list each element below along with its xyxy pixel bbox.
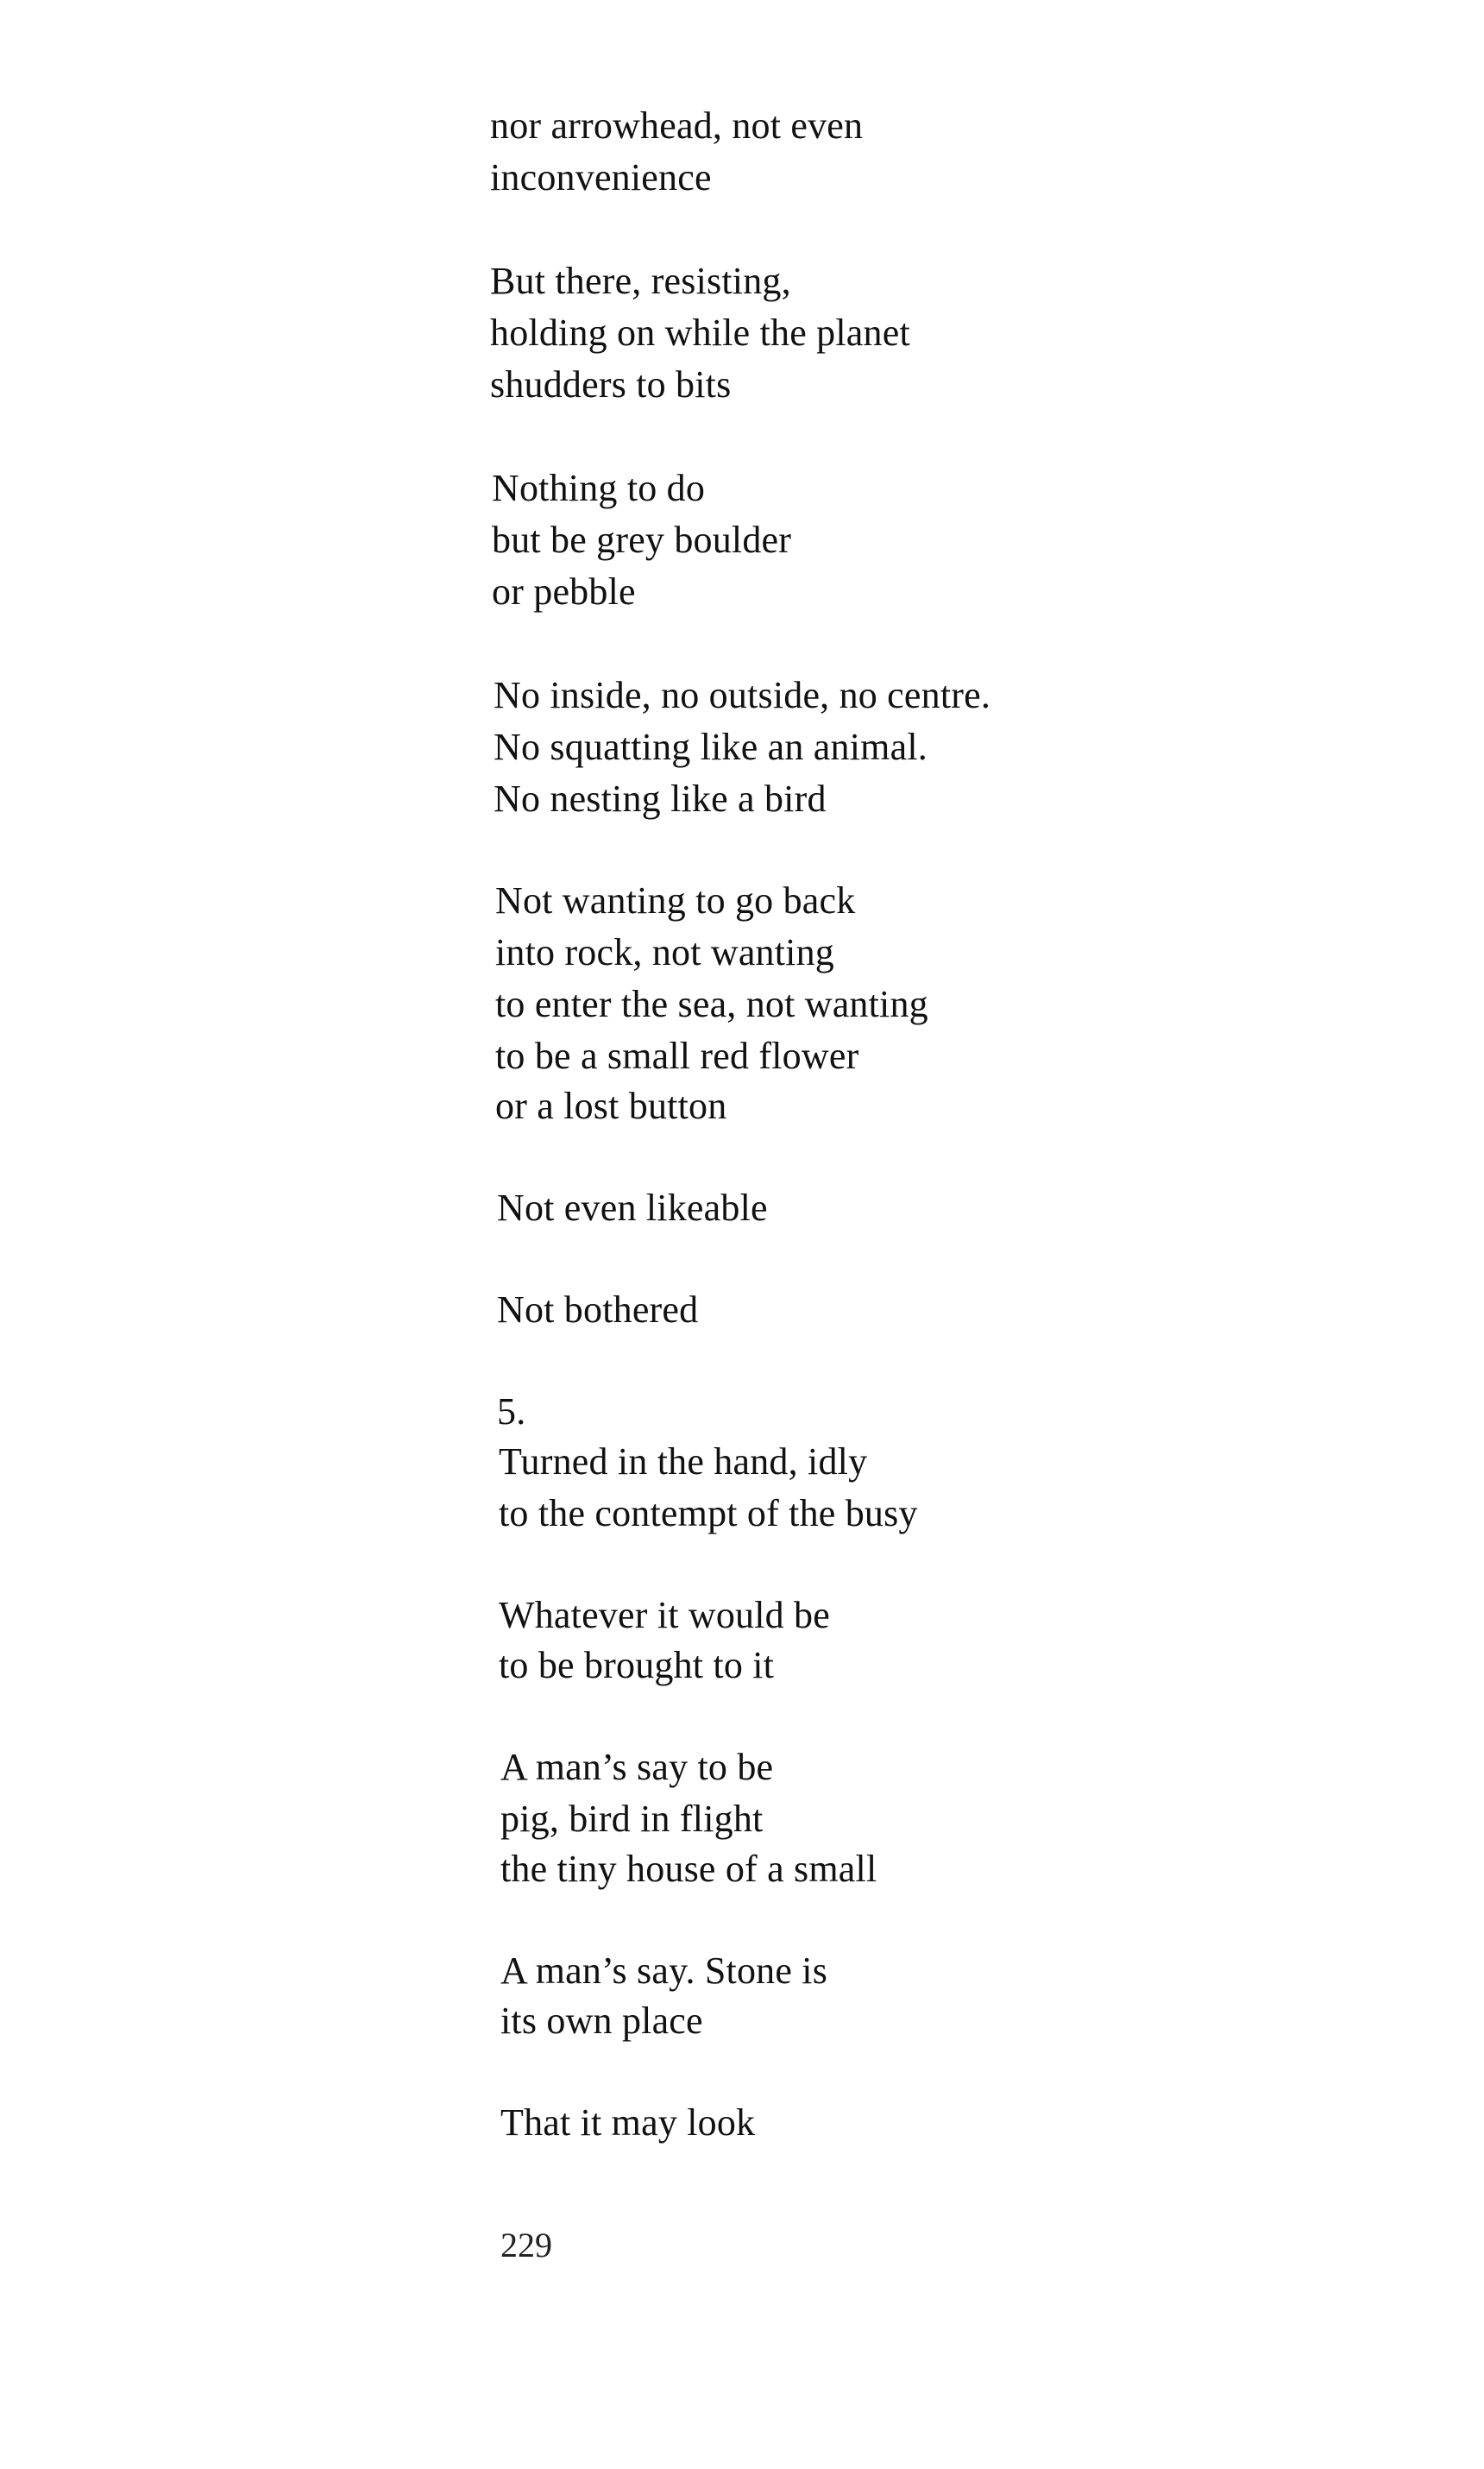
poem-line: A man’s say. Stone is [500, 1949, 828, 1992]
poem-line: or pebble [492, 570, 636, 613]
poem-line: A man’s say to be [500, 1746, 774, 1788]
poem-line: But there, resisting, [490, 260, 791, 302]
poem-line: to the contempt of the busy [499, 1492, 918, 1534]
poem-line: holding on while the planet [490, 312, 910, 354]
poem-line: into rock, not wanting [495, 931, 835, 973]
poem-line: inconvenience [490, 156, 712, 198]
poem-line: Not bothered [497, 1288, 699, 1331]
poem-line: shudders to bits [490, 363, 732, 406]
poem-line: No inside, no outside, no centre. [494, 674, 991, 716]
poem-line: the tiny house of a small [500, 1848, 877, 1890]
poem-line: to be brought to it [499, 1644, 775, 1686]
poem-line: nor arrowhead, not even [490, 104, 864, 147]
poem-line: pig, bird in flight [500, 1798, 764, 1840]
section-number: 5. [497, 1390, 526, 1433]
poem-line: to be a small red flower [495, 1035, 859, 1077]
poem-line: Not even likeable [497, 1187, 768, 1229]
poem-line: Turned in the hand, idly [499, 1440, 868, 1483]
poem-line: but be grey boulder [492, 519, 792, 561]
poem-line: or a lost button [495, 1085, 727, 1127]
poem-line: No nesting like a bird [494, 778, 827, 820]
poem-line: to enter the sea, not wanting [495, 983, 928, 1025]
poem-line: That it may look [500, 2101, 756, 2144]
page-number: 229 [500, 2226, 552, 2264]
poem-line: its own place [500, 2000, 703, 2042]
poem-line: No squatting like an animal. [494, 726, 928, 768]
poem-line: Whatever it would be [499, 1594, 830, 1636]
poem-line: Nothing to do [492, 467, 706, 509]
poem-line: Not wanting to go back [495, 879, 856, 922]
